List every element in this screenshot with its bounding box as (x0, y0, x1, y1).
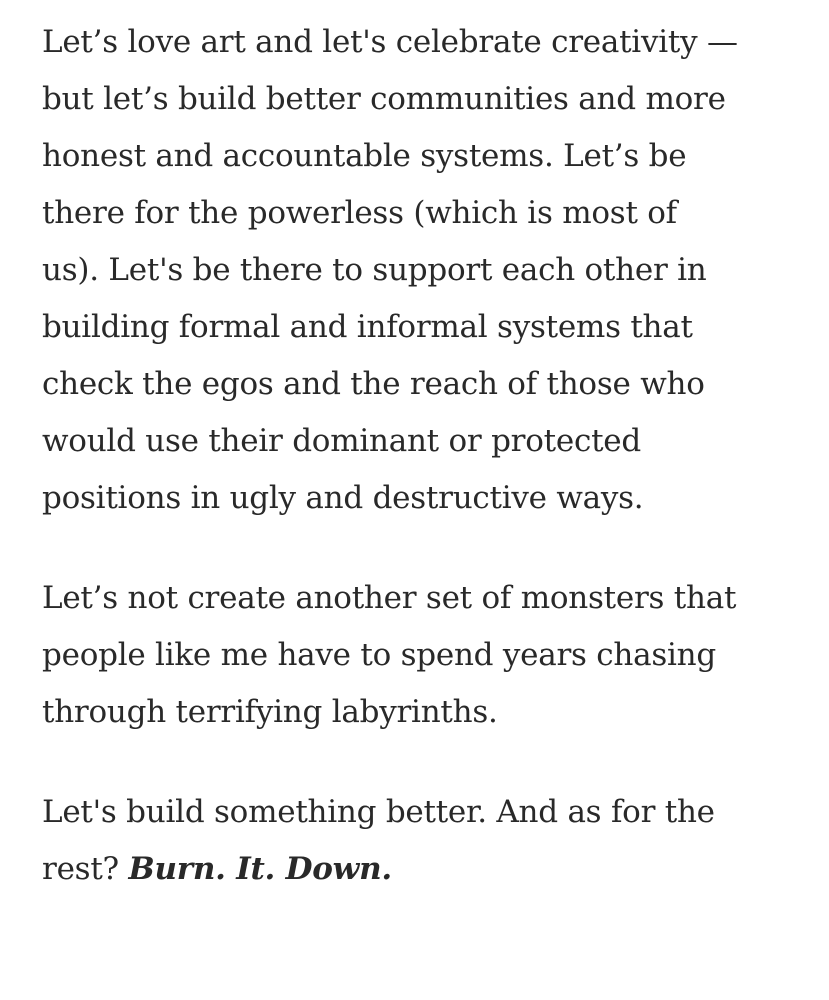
emphasis-text: Burn. It. Down. (128, 851, 392, 887)
text-line: honest and accountable systems. Let’s be (42, 138, 687, 174)
paragraph-3 (42, 784, 802, 898)
text-line: Let’s love art and let's celebrate creativity — (42, 24, 738, 60)
text-line: would use their dominant or protected (42, 423, 641, 459)
text-line: building formal and informal systems that (42, 309, 693, 345)
text-line: there for the powerless (which is most of (42, 195, 677, 231)
text-line: Let’s not create another set of monsters that (42, 580, 737, 616)
text-line-final (42, 841, 392, 898)
paragraph-2 (42, 570, 802, 741)
paragraph-1 (42, 14, 802, 527)
text-line: through terrifying labyrinths. (42, 694, 498, 730)
text-line: but let’s build better communities and more (42, 81, 726, 117)
text-line: people like me have to spend years chasing (42, 637, 716, 673)
text-fragment: rest? (42, 851, 129, 887)
text-line: check the egos and the reach of those who (42, 366, 705, 402)
text-line: Let's build something better. And as for the (42, 794, 715, 830)
text-line: positions in ugly and destructive ways. (42, 480, 644, 516)
text-line: us). Let's be there to support each other in (42, 252, 707, 288)
article-body (42, 14, 802, 941)
